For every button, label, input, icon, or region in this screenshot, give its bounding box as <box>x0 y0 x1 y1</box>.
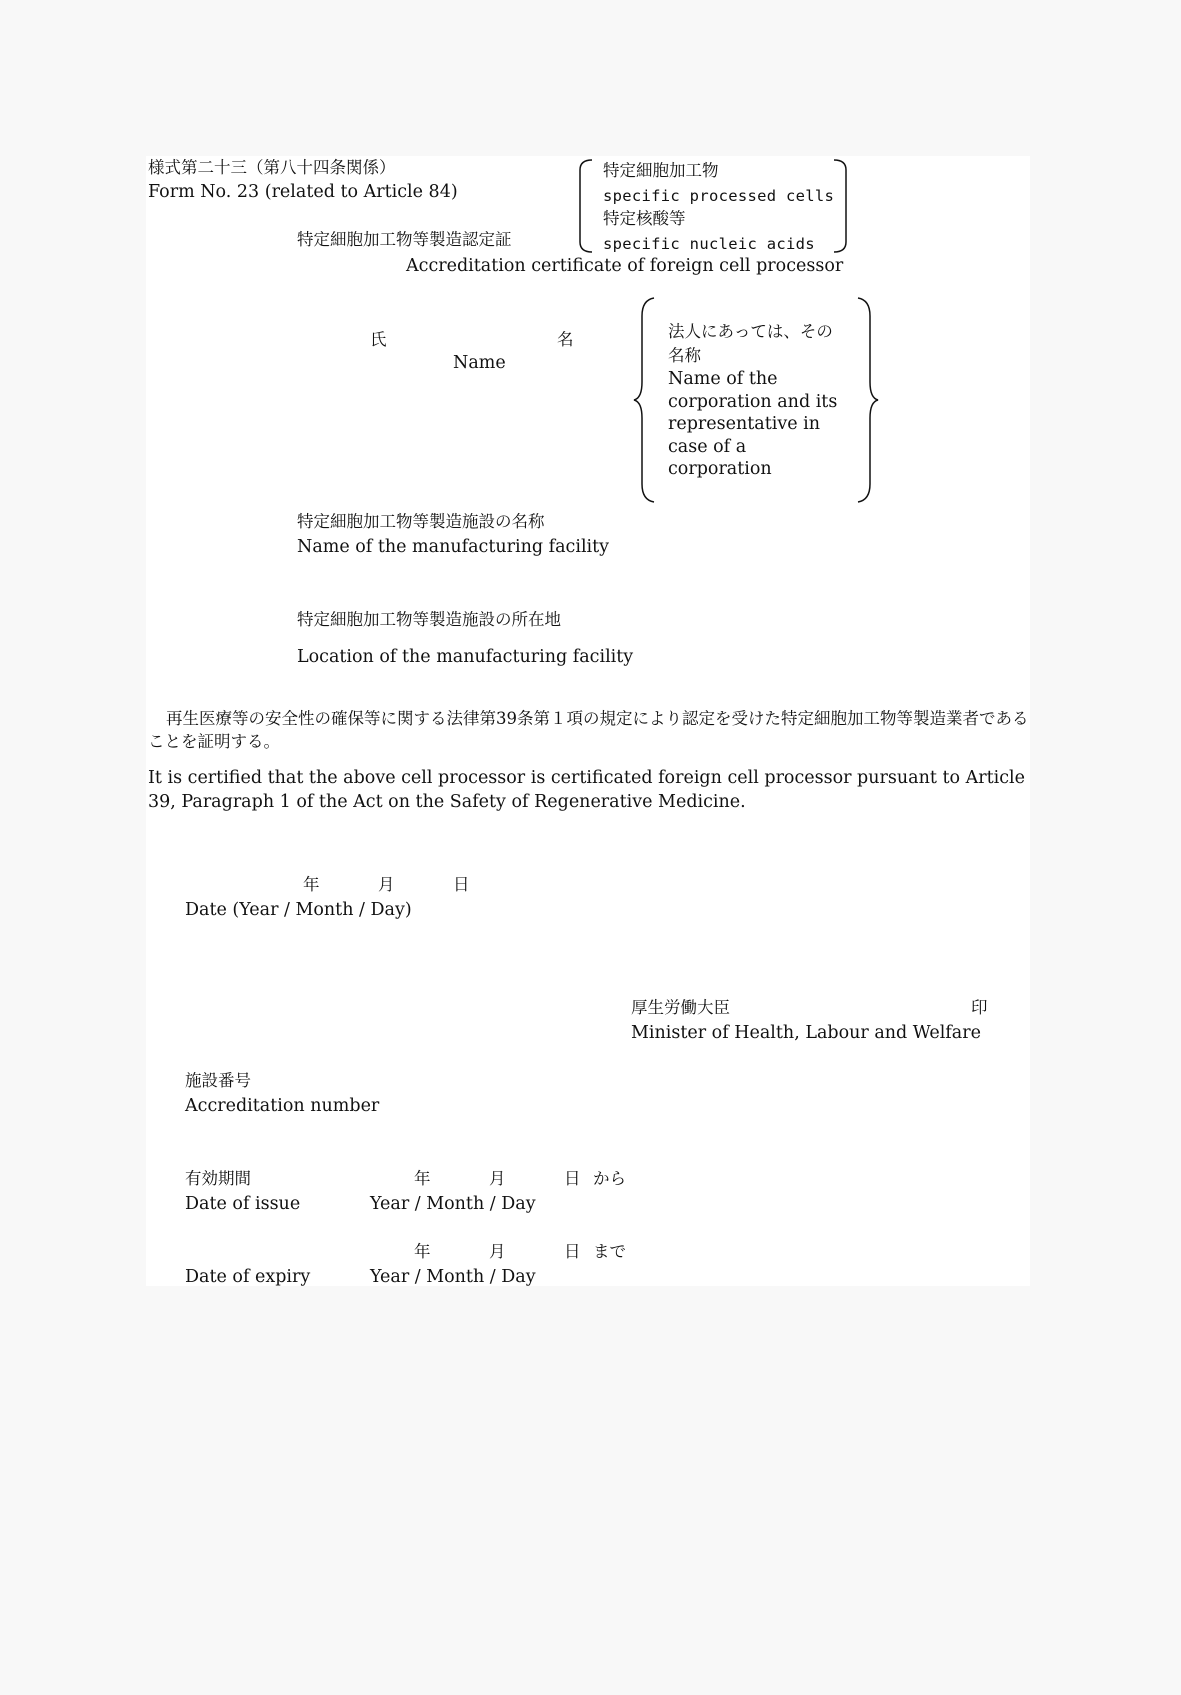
certificate-title-en: Accreditation certificate of foreign cell processor <box>406 256 844 276</box>
bracket-item-processed-cells-jp: 特定細胞加工物 <box>603 161 719 180</box>
date-month-jp: 月 <box>378 875 395 894</box>
name-label-en: Name <box>453 353 506 373</box>
issue-ymd-label-en: Year / Month / Day <box>370 1194 536 1214</box>
date-day-jp: 日 <box>453 875 470 894</box>
date-year-jp: 年 <box>303 875 320 894</box>
name-note-jp: 法人にあっては、その名称 <box>668 322 833 365</box>
minister-title-en: Minister of Health, Labour and Welfare <box>631 1023 981 1043</box>
certification-text-jp: 再生医療等の安全性の確保等に関する法律第39条第１項の規定により認定を受けた特定細胞加工物等製造業者であることを証明する。 <box>148 709 1029 751</box>
minister-title-jp: 厚生労働大臣 <box>631 998 730 1017</box>
accreditation-number-label-jp: 施設番号 <box>185 1071 251 1090</box>
expiry-day-jp: 日 <box>564 1242 581 1261</box>
form-number-en: Form No. 23 (related to Article 84) <box>148 182 458 202</box>
seal-mark: 印 <box>971 998 988 1017</box>
issue-day-jp: 日 <box>564 1169 581 1188</box>
expiry-until-jp: まで <box>593 1242 626 1261</box>
issue-from-jp: から <box>593 1169 626 1188</box>
bracket-item-processed-cells-en: specific processed cells <box>603 187 835 205</box>
facility-name-label-en: Name of the manufacturing facility <box>297 537 610 557</box>
date-of-issue-label-en: Date of issue <box>185 1194 301 1214</box>
bracket-item-nucleic-acids-en: specific nucleic acids <box>603 235 815 253</box>
issue-year-jp: 年 <box>414 1169 431 1188</box>
expiry-year-jp: 年 <box>414 1242 431 1261</box>
expiry-ymd-label-en: Year / Month / Day <box>370 1267 536 1287</box>
certificate-title-jp: 特定細胞加工物等製造認定証 <box>297 230 512 249</box>
name-surname-label-jp: 氏 <box>370 330 387 349</box>
form-number-jp: 様式第二十三（第八十四条関係） <box>148 158 396 177</box>
facility-location-label-en: Location of the manufacturing facility <box>297 647 634 667</box>
bracket-item-nucleic-acids-jp: 特定核酸等 <box>603 209 686 228</box>
validity-period-label-jp: 有効期間 <box>185 1169 251 1188</box>
date-of-expiry-label-en: Date of expiry <box>185 1267 311 1287</box>
certification-text-en: It is certified that the above cell processor is certificated foreign cell processor pursuant to Article 39, Paragraph 1 of the Act on the Safety of Regenerative Medicine. <box>148 768 1025 812</box>
date-label-en: Date (Year / Month / Day) <box>185 900 412 920</box>
accreditation-number-label-en: Accreditation number <box>185 1096 380 1116</box>
name-given-label-jp: 名 <box>557 330 574 349</box>
facility-name-label-jp: 特定細胞加工物等製造施設の名称 <box>297 512 545 531</box>
facility-location-label-jp: 特定細胞加工物等製造施設の所在地 <box>297 610 561 629</box>
name-note-en: Name of the corporation and its representative in case of a corporation <box>668 369 838 479</box>
expiry-month-jp: 月 <box>489 1242 506 1261</box>
issue-month-jp: 月 <box>489 1169 506 1188</box>
